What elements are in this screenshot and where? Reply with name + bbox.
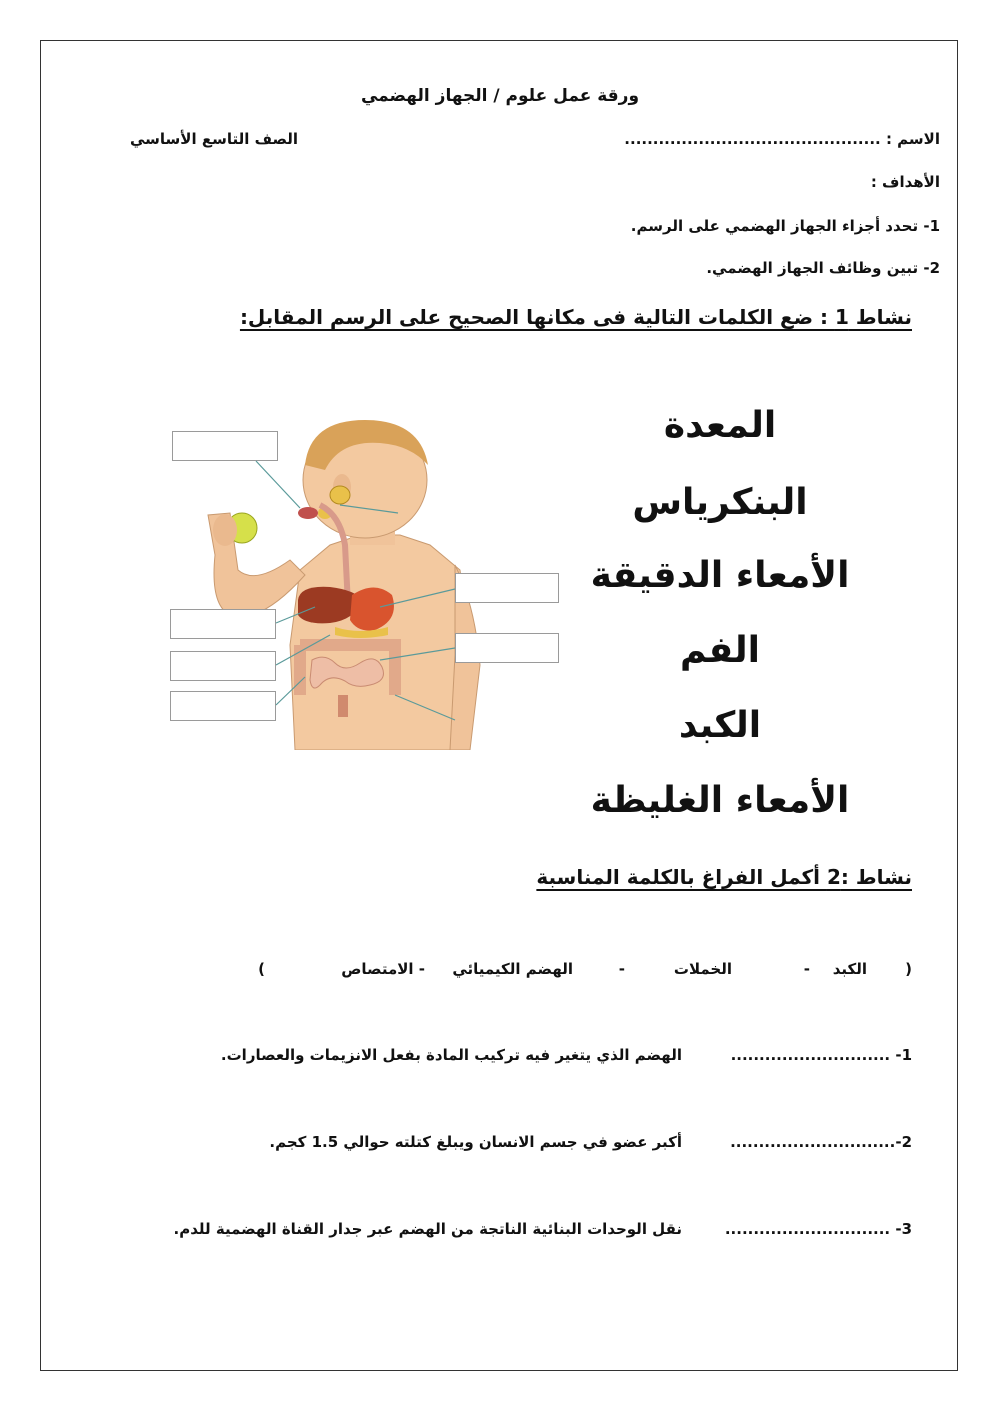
word-pancreas: البنكرياس [632, 482, 808, 523]
word-bank-separator: - [803, 960, 810, 978]
objectives-label: الأهداف : [870, 173, 940, 191]
word-large-intestine: الأمعاء الغليظة [590, 780, 850, 821]
grade-label: الصف التاسع الأساسي [129, 130, 298, 148]
activity2-heading: نشاط :2 أكمل الفراغ بالكلمة المناسبة [536, 865, 912, 889]
label-box-small-intestine[interactable] [455, 633, 559, 663]
word-small-intestine: الأمعاء الدقيقة [590, 555, 850, 596]
word-bank-item: - الامتصاص [341, 960, 425, 978]
question-1-text: الهضم الذي يتغير فيه تركيب المادة بفعل الانزيمات والعصارات. [220, 1046, 682, 1064]
label-box-mouth[interactable] [172, 431, 278, 461]
name-field-label: الاسم : ............................................. [624, 130, 940, 148]
word-bank-separator: - [618, 960, 625, 978]
label-box-stomach[interactable] [455, 573, 559, 603]
question-1-blank[interactable]: 1- ............................ [730, 1046, 912, 1064]
objective-2: 2- تبين وظائف الجهاز الهضمي. [706, 259, 940, 277]
activity1-heading: نشاط 1 : ضع الكلمات التالية فى مكانها الصحيح على الرسم المقابل: [239, 305, 912, 329]
question-2-text: أكبر عضو في جسم الانسان ويبلغ كتلته حوالي 1.5 كجم. [269, 1133, 682, 1151]
digestive-system-figure [130, 395, 565, 750]
word-bank-item: الهضم الكيميائي [452, 960, 573, 978]
word-liver: الكبد [678, 705, 762, 746]
label-box-liver[interactable] [170, 609, 276, 639]
word-mouth: الفم [680, 630, 760, 671]
question-2-blank[interactable]: 2-............................. [730, 1133, 912, 1151]
worksheet-title: ورقة عمل علوم / الجهاز الهضمي [360, 86, 640, 106]
word-bank-item: الخملات [673, 960, 732, 978]
label-box-large-intestine[interactable] [170, 691, 276, 721]
label-box-pancreas[interactable] [170, 651, 276, 681]
word-bank-item: الكبد [832, 960, 867, 978]
word-bank-close-paren: ) [258, 960, 265, 978]
word-bank-open-paren: ( [905, 960, 912, 978]
question-3-blank[interactable]: 3- ............................. [724, 1220, 912, 1238]
question-3-text: نقل الوحدات البنائية الناتجة من الهضم عبر جدار القناة الهضمية للدم. [173, 1220, 682, 1238]
word-stomach: المعدة [663, 405, 777, 446]
objective-1: 1- تحدد أجزاء الجهاز الهضمي على الرسم. [630, 217, 940, 235]
